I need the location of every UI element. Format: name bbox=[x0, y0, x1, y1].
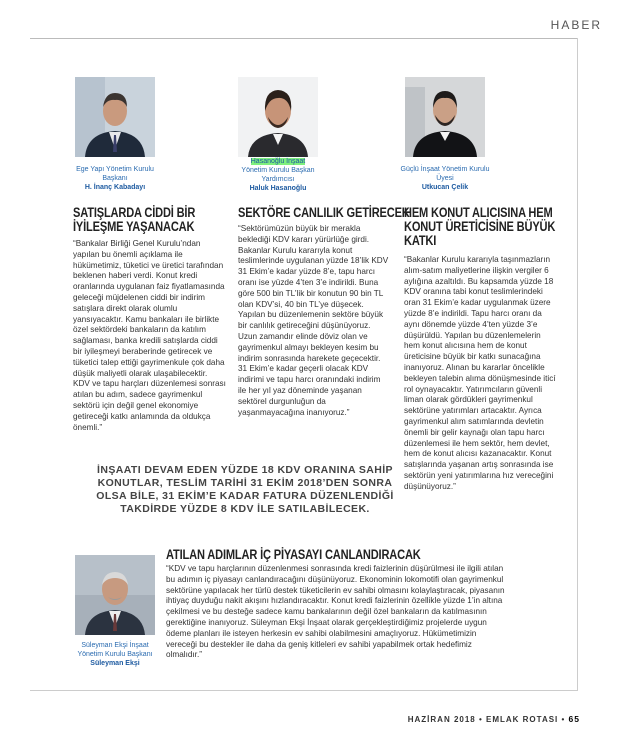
page-number: 65 bbox=[568, 714, 580, 724]
portrait-photo-eksi bbox=[75, 555, 155, 635]
body-col2: “Sektörümüzün büyük bir merakla beklediği KDV kararı yürürlüğe girdi. Bakanlar Kurulu kararıyla konut teslimlerinde uygulanan yüzde 18’lik KDV 31 Ekim’e kadar yüzde 8’e, tapu harcı oranı ise yüzde 4’ten 3’e indirildi. Buna göre 500 bin TL’lik bir konutun 90 bin TL olan KDV’si, 40 bin TL’ye düşecek. Yapılan bu düzenlemenin sektöre büyük bir canlılık getireceğini düşünüyoruz. Uzun zamandır elinde döviz olan ve gayrimenkul almayı bekleyen kesim bu indirim sonrasında harekete geçecektir. 31 Ekim’e kadar geçerli olacak KDV indirimi ve tapu harcı oranındaki indirim ile her yıl yaz döneminde yaşanan sektörel durgunluğun da yaşanmayacağına inanıyoruz.” bbox=[238, 224, 389, 417]
caption-company-highlight: Hasanoğlu İnşaat bbox=[250, 158, 306, 165]
caption-kabadayi bbox=[70, 165, 160, 192]
headline-col1: SATIŞLARDA CİDDİ BİR İYİLEŞME YAŞANACAK bbox=[73, 205, 196, 234]
caption-role: Yönetim Kurulu Başkan Yardımcısı bbox=[241, 167, 315, 183]
bottom-divider bbox=[30, 690, 578, 691]
caption-name: Utkucan Çelik bbox=[421, 184, 469, 191]
headline-col2: SEKTÖRE CANLILIK GETİRECEK bbox=[238, 205, 410, 220]
side-divider bbox=[577, 38, 578, 690]
top-divider bbox=[30, 38, 578, 39]
caption-hasanoglu bbox=[230, 157, 326, 193]
body-col1: “Bankalar Birliği Genel Kurulu’ndan yapılan bu önemli açıklama ile hükümetimiz, tüketici ve üretici tarafından beklenen haberi verdi. Konut kredi oranlarında uygulanan faiz fiyatlamasında geleceği müjdelenen ciddi bir indirim satışlara direkt olarak olumlu yansıyacaktır. Kamu bankaları ile birlikte özel sektördeki bankaların da katılım sağlaması, banka kredili satışlarda ciddi bir iyileşmeyi beraberinde getirecek ve tüketici talep ettiği gayrimenkule çok daha düşük maliyetli olarak ulaşabilecektir. KDV ve tapu harçları düzenlemesi sonrası atılan bu adım, sadece gayrimenkul sektörü için değil genel ekonomiye getireceği katkı anlamında da oldukça önemli.” bbox=[73, 239, 226, 432]
caption-eksi bbox=[68, 641, 162, 668]
caption-role: Süleyman Ekşi İnşaat Yönetim Kurulu Başkanı bbox=[77, 642, 153, 658]
caption-role: Güçlü İnşaat Yönetim Kurulu Üyesi bbox=[400, 166, 490, 182]
portrait-photo-celik bbox=[405, 77, 485, 157]
caption-name: Haluk Hasanoğlu bbox=[249, 185, 307, 192]
footer-issue: HAZİRAN 2018 • EMLAK ROTASI • bbox=[407, 715, 566, 724]
portrait-photo-kabadayi bbox=[75, 77, 155, 157]
body-col3: “Bakanlar Kurulu kararıyla taşınmazların alım-satım maliyetlerine ilişkin vergiler 6 aylığına azaltıldı. Bu kapsamda yüzde 18 KDV oranına tabi konut teslimlerindeki oran 31 Ekim’e kadar uygulanmak üzere yüzde 8’e indirildi. Tapu harcı oranı da aynı dönemde yüzde 4’ten yüzde 3’e düşürüldü. Yapılan bu düzenlemelerin hem konut alıcısına hem de konut üreticisine büyük bir katkı sunacağına inanıyoruz. Alınan bu kararlar öncelikle bekleyen talebin alıma dönüşmesinde iticí rol oynayacaktır. Yatırımcıların güvenli liman olarak gördükleri gayrimenkul sektörüne yatırımları artacaktır. Ayrıca gayrimenkul alım satımlarında devletin önemli bir gelir kaynağı olan tapu harcı düzenlemesi ile hem sektör, hem devlet, hem de konut alıcısı kazanacaktır. Konut satışlarında yaşanan artış sonrasında ise sektörün yeni yatırımlarına hız vereceğini düşünüyoruz.” bbox=[404, 255, 556, 491]
caption-name: Süleyman Ekşi bbox=[90, 660, 140, 667]
caption-role: Ege Yapı Yönetim Kurulu Başkanı bbox=[76, 166, 154, 182]
pull-quote: İNŞAATI DEVAM EDEN YÜZDE 18 KDV ORANINA SAHİP KONUTLAR, TESLİM TARİHİ 31 EKİM 2018’DEN SONRA OLSA BİLE, 31 EKİM’E KADAR FATURA DÜZENLENDİĞİ TAKDİRDE YÜZDE 8 KDV İLE SATILABİLECEK. bbox=[96, 464, 394, 515]
page-footer bbox=[408, 714, 580, 724]
headline-col4: ATILAN ADIMLAR İÇ PİYASAYI CANLANDIRACAK bbox=[166, 547, 421, 562]
body-col4: “KDV ve tapu harçlarının düzenlenmesi sonrasında kredi faizlerinin düşürülmesi ile ilgili atılan bu adımın iç piyasayı canlandıracağını düşünüyoruz. Ekonominin lokomotifi olan gayrimenkul sektörüne yapılacak her türlü destek tüketicilerin ev sahibi olmasını kolaylaştıracak, piyasanın ihtiyaç duyduğu nakit akışını hızlandıracaktır. Konut kredi faizlerinin özellikle yüzde 1’in altına çekilmesi ve bu desteğe sadece kamu bankalarının değil özel bankaların da katılmasının gerektiğine inanıyoruz. Süleyman Ekşi İnşaat olarak gerçekleştirdiğimiz projelerde uygun ödeme planları ile isteyen herkesin ev sahibi olabilmesini amaçlıyoruz. Hükümetimizin vereceği bu destekler ile daha da geniş kitleleri ev sahibi yapabilmek ortak hedefimiz olmalıdır.” bbox=[166, 564, 505, 660]
caption-name: H. İnanç Kabadayı bbox=[84, 184, 146, 191]
headline-col3: HEM KONUT ALICISINA HEM KONUT ÜRETİCİSİNE BÜYÜK KATKI bbox=[404, 205, 556, 248]
section-label: HABER bbox=[550, 18, 602, 32]
portrait-photo-hasanoglu bbox=[238, 77, 318, 157]
caption-celik bbox=[398, 165, 492, 192]
